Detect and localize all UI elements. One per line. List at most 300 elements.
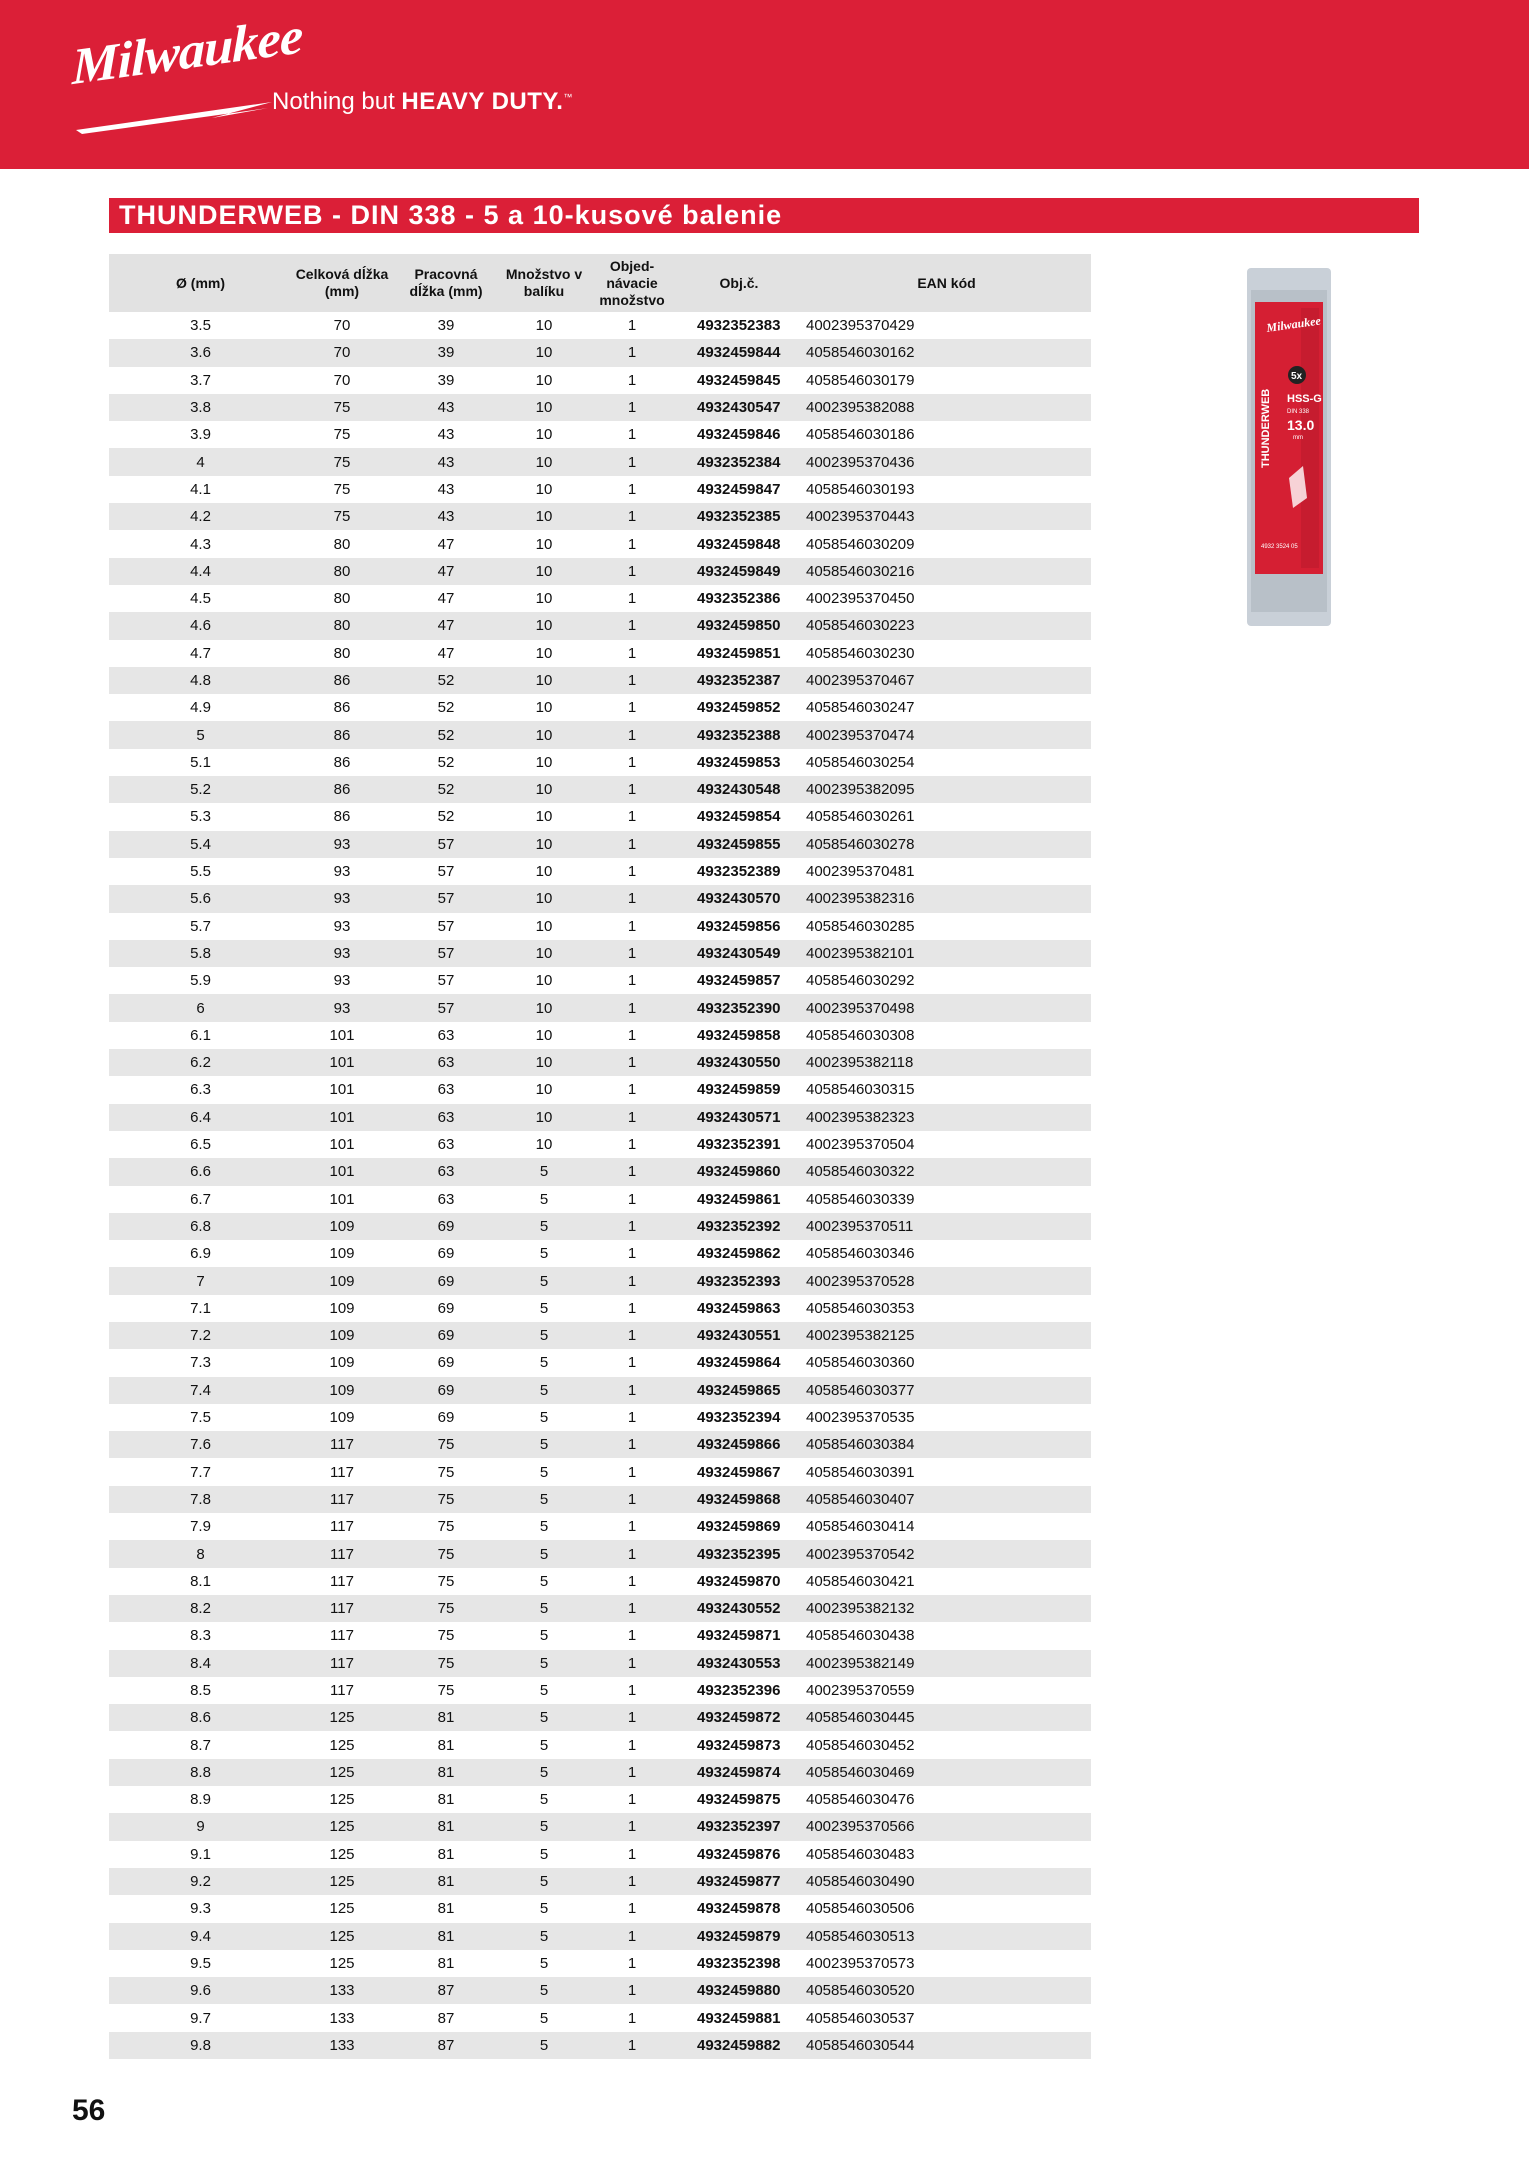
pack-qty-cell: 5 xyxy=(500,1977,588,2004)
table-row xyxy=(109,448,1091,475)
ean-cell: 4002395370504 xyxy=(806,1136,915,1154)
order-number-cell: 4932459855 xyxy=(676,831,802,858)
order-qty-cell: 1 xyxy=(588,885,676,912)
pack-qty-cell: 10 xyxy=(535,371,553,389)
table-row xyxy=(109,776,1091,803)
pack-qty-cell: 10 xyxy=(535,480,553,498)
ean-cell: 4058546030308 xyxy=(806,1026,915,1044)
total-length-cell: 133 xyxy=(292,2032,392,2059)
diameter-cell: 5.6 xyxy=(109,885,292,912)
total-length-cell: 125 xyxy=(329,1845,355,1863)
diameter-cell: 6.3 xyxy=(190,1081,211,1099)
working-length-cell: 81 xyxy=(437,1736,455,1754)
pack-qty-cell: 10 xyxy=(535,590,553,608)
pack-qty-cell: 5 xyxy=(500,1540,588,1567)
pack-qty-cell: 5 xyxy=(500,1759,588,1786)
order-number-cell: 4932352383 xyxy=(697,317,781,335)
order-qty-cell: 1 xyxy=(588,1704,676,1731)
order-qty-cell: 1 xyxy=(627,808,637,826)
order-number-cell: 4932459844 xyxy=(676,339,802,366)
table-row xyxy=(109,667,1091,694)
working-length-cell: 52 xyxy=(392,776,500,803)
pack-qty-cell: 10 xyxy=(535,1136,553,1154)
total-length-cell: 93 xyxy=(333,917,351,935)
diameter-cell: 7.3 xyxy=(190,1354,211,1372)
pack-qty-cell: 5 xyxy=(539,1627,549,1645)
column-header xyxy=(588,254,676,312)
diameter-cell: 8.3 xyxy=(190,1627,211,1645)
ean-cell: 4058546030377 xyxy=(802,1377,1091,1404)
pack-qty-cell: 10 xyxy=(500,940,588,967)
table-row xyxy=(109,1650,1091,1677)
pack-qty-cell: 10 xyxy=(500,503,588,530)
pack-qty-cell: 5 xyxy=(500,1322,588,1349)
total-length-cell: 86 xyxy=(292,721,392,748)
ean-cell: 4002395382316 xyxy=(802,885,1091,912)
order-qty-cell: 1 xyxy=(627,317,637,335)
diameter-cell: 9.8 xyxy=(109,2032,292,2059)
ean-cell: 4058546030469 xyxy=(802,1759,1091,1786)
total-length-cell: 125 xyxy=(292,1923,392,1950)
table-row xyxy=(109,721,1091,748)
table-row xyxy=(109,2004,1091,2031)
ean-cell: 4002395370573 xyxy=(806,1954,915,1972)
total-length-cell: 86 xyxy=(333,808,351,826)
pack-qty-cell: 5 xyxy=(539,1736,549,1754)
table-row xyxy=(109,967,1091,994)
order-number-cell: 4932459869 xyxy=(697,1518,781,1536)
pack-qty-cell: 5 xyxy=(500,1158,588,1185)
order-qty-cell: 1 xyxy=(588,1595,676,1622)
total-length-cell: 117 xyxy=(292,1650,392,1677)
order-qty-cell: 1 xyxy=(588,1923,676,1950)
pack-qty-cell: 5 xyxy=(500,1704,588,1731)
table-row xyxy=(109,1486,1091,1513)
ean-cell: 4058546030186 xyxy=(806,426,915,444)
working-length-cell: 39 xyxy=(437,371,455,389)
order-qty-cell: 1 xyxy=(588,612,676,639)
table-row xyxy=(109,1267,1091,1294)
order-qty-cell: 1 xyxy=(588,558,676,585)
working-length-cell: 81 xyxy=(437,1791,455,1809)
diameter-cell: 7.6 xyxy=(109,1431,292,1458)
pack-qty-cell: 10 xyxy=(535,535,553,553)
total-length-cell: 75 xyxy=(292,394,392,421)
ean-cell: 4002395370467 xyxy=(802,667,1091,694)
working-length-cell: 57 xyxy=(392,885,500,912)
pack-qty-cell: 5 xyxy=(500,1868,588,1895)
order-qty-cell: 1 xyxy=(627,699,637,717)
diameter-cell: 3.6 xyxy=(109,339,292,366)
working-length-cell: 81 xyxy=(437,1845,455,1863)
order-number-cell: 4932352384 xyxy=(676,448,802,475)
order-number-cell: 4932352392 xyxy=(676,1213,802,1240)
ean-cell: 4058546030483 xyxy=(806,1845,915,1863)
order-qty-cell: 1 xyxy=(588,1213,676,1240)
total-length-cell: 80 xyxy=(292,558,392,585)
ean-cell: 4058546030384 xyxy=(802,1431,1091,1458)
column-header xyxy=(676,254,802,312)
working-length-cell: 81 xyxy=(392,1868,500,1895)
order-number-cell: 4932459863 xyxy=(697,1299,781,1317)
diameter-cell: 9.7 xyxy=(190,2009,211,2027)
table-row xyxy=(109,1240,1091,1267)
working-length-cell: 63 xyxy=(437,1190,455,1208)
working-length-cell: 43 xyxy=(437,480,455,498)
ean-cell: 4002395370528 xyxy=(802,1267,1091,1294)
table-row xyxy=(109,1404,1091,1431)
table-row xyxy=(109,367,1091,394)
ean-cell: 4058546030391 xyxy=(806,1463,915,1481)
total-length-cell: 125 xyxy=(329,1736,355,1754)
ean-cell: 4058546030261 xyxy=(806,808,915,826)
pack-qty-cell: 5 xyxy=(500,1486,588,1513)
section-title-bar xyxy=(109,198,1419,233)
working-length-cell: 75 xyxy=(437,1463,455,1481)
diameter-cell: 7.5 xyxy=(190,1409,211,1427)
order-number-cell: 4932430549 xyxy=(676,940,802,967)
order-qty-cell: 1 xyxy=(588,1813,676,1840)
table-row xyxy=(109,1186,1091,1213)
order-qty-cell: 1 xyxy=(627,917,637,935)
order-number-cell: 4932459852 xyxy=(697,699,781,717)
product-image xyxy=(1245,268,1333,626)
total-length-cell: 93 xyxy=(292,831,392,858)
diameter-cell: 7.1 xyxy=(190,1299,211,1317)
pack-qty-cell: 10 xyxy=(500,831,588,858)
diameter-cell: 6.1 xyxy=(190,1026,211,1044)
ean-cell: 4058546030292 xyxy=(806,972,915,990)
total-length-cell: 117 xyxy=(330,1463,354,1481)
diameter-cell: 4.7 xyxy=(190,644,211,662)
diameter-cell: 3.5 xyxy=(190,317,211,335)
order-number-cell: 4932459862 xyxy=(697,1245,781,1263)
order-number-cell: 4932459850 xyxy=(676,612,802,639)
ean-cell: 4058546030216 xyxy=(802,558,1091,585)
ean-cell: 4002395382101 xyxy=(802,940,1091,967)
order-number-cell: 4932459882 xyxy=(676,2032,802,2059)
order-qty-cell: 1 xyxy=(627,1791,637,1809)
total-length-cell: 101 xyxy=(329,1190,355,1208)
column-header-line: dĺžka (mm) xyxy=(409,283,483,299)
working-length-cell: 52 xyxy=(392,721,500,748)
total-length-cell: 125 xyxy=(292,1704,392,1731)
order-number-cell: 4932459870 xyxy=(697,1572,781,1590)
diameter-cell: 3.8 xyxy=(109,394,292,421)
pack-qty-cell: 10 xyxy=(500,339,588,366)
total-length-cell: 117 xyxy=(330,1518,354,1536)
total-length-cell: 93 xyxy=(333,972,351,990)
order-qty-cell: 1 xyxy=(588,2032,676,2059)
diameter-cell: 5.3 xyxy=(190,808,211,826)
order-number-cell: 4932459845 xyxy=(697,371,781,389)
pack-qty-cell: 5 xyxy=(539,1354,549,1372)
diameter-cell: 4.5 xyxy=(190,590,211,608)
order-number-cell: 4932459854 xyxy=(697,808,781,826)
order-qty-cell: 1 xyxy=(627,590,637,608)
order-qty-cell: 1 xyxy=(588,1650,676,1677)
working-length-cell: 43 xyxy=(392,394,500,421)
diameter-cell: 9.1 xyxy=(190,1845,211,1863)
column-header xyxy=(109,254,292,312)
diameter-cell: 6.6 xyxy=(109,1158,292,1185)
diameter-cell: 6.8 xyxy=(109,1213,292,1240)
table-row xyxy=(109,1786,1091,1813)
total-length-cell: 133 xyxy=(292,1977,392,2004)
column-header-line: (mm) xyxy=(324,283,360,299)
table-row xyxy=(109,1158,1091,1185)
working-length-cell: 63 xyxy=(392,1104,500,1131)
order-qty-cell: 1 xyxy=(627,371,637,389)
pack-qty-cell: 5 xyxy=(500,1377,588,1404)
table-row xyxy=(109,2032,1091,2059)
pack-qty-cell: 10 xyxy=(535,1081,553,1099)
table-row xyxy=(109,1704,1091,1731)
order-qty-cell: 1 xyxy=(588,1049,676,1076)
total-length-cell: 101 xyxy=(329,1136,355,1154)
order-qty-cell: 1 xyxy=(627,972,637,990)
diameter-cell: 5.8 xyxy=(109,940,292,967)
order-number-cell: 4932430552 xyxy=(676,1595,802,1622)
ean-cell: 4002395382088 xyxy=(802,394,1091,421)
working-length-cell: 69 xyxy=(392,1322,500,1349)
order-number-cell: 4932459878 xyxy=(697,1900,781,1918)
order-number-cell: 4932352386 xyxy=(697,590,781,608)
pack-qty-cell: 10 xyxy=(500,667,588,694)
diameter-cell: 5.2 xyxy=(109,776,292,803)
ean-cell: 4058546030452 xyxy=(806,1736,915,1754)
order-number-cell: 4932430570 xyxy=(676,885,802,912)
pack-qty-cell: 5 xyxy=(539,1409,549,1427)
table-row xyxy=(109,394,1091,421)
diameter-cell: 8.6 xyxy=(109,1704,292,1731)
table-row xyxy=(109,1022,1091,1049)
table-row xyxy=(109,640,1091,667)
column-header-line: Objed- xyxy=(609,257,655,274)
working-length-cell: 47 xyxy=(392,612,500,639)
package-name: THUNDERWEB xyxy=(1260,388,1272,468)
order-qty-cell: 1 xyxy=(588,1431,676,1458)
ean-cell: 4058546030209 xyxy=(806,535,915,553)
ean-cell: 4002395382132 xyxy=(802,1595,1091,1622)
working-length-cell: 47 xyxy=(392,558,500,585)
working-length-cell: 87 xyxy=(437,2009,455,2027)
ean-cell: 4058546030490 xyxy=(802,1868,1091,1895)
column-header xyxy=(802,254,1091,312)
order-qty-cell: 1 xyxy=(627,1026,637,1044)
table-row xyxy=(109,585,1091,612)
order-qty-cell: 1 xyxy=(588,667,676,694)
package-material: HSS-G xyxy=(1287,393,1322,405)
column-header-line: Celková dĺžka xyxy=(295,266,389,282)
ean-cell: 4058546030193 xyxy=(806,480,915,498)
order-number-cell: 4932459876 xyxy=(697,1845,781,1863)
working-length-cell: 63 xyxy=(437,1136,455,1154)
diameter-cell: 9.6 xyxy=(109,1977,292,2004)
ean-cell: 4058546030322 xyxy=(802,1158,1091,1185)
table-row xyxy=(109,913,1091,940)
order-qty-cell: 1 xyxy=(588,940,676,967)
order-number-cell: 4932459853 xyxy=(697,753,781,771)
total-length-cell: 80 xyxy=(333,590,351,608)
diameter-cell: 3.7 xyxy=(190,371,211,389)
total-length-cell: 101 xyxy=(292,1158,392,1185)
order-qty-cell: 1 xyxy=(588,1267,676,1294)
diameter-cell: 5.1 xyxy=(190,753,211,771)
total-length-cell: 109 xyxy=(329,1354,355,1372)
table-row xyxy=(109,1568,1091,1595)
ean-cell: 4058546030278 xyxy=(802,831,1091,858)
table-row xyxy=(109,1923,1091,1950)
diameter-cell: 8.7 xyxy=(190,1736,211,1754)
working-length-cell: 52 xyxy=(437,808,455,826)
order-number-cell: 4932352389 xyxy=(697,863,781,881)
total-length-cell: 75 xyxy=(333,426,351,444)
working-length-cell: 75 xyxy=(392,1650,500,1677)
table-row xyxy=(109,530,1091,557)
working-length-cell: 81 xyxy=(392,1704,500,1731)
table-row xyxy=(109,1977,1091,2004)
working-length-cell: 69 xyxy=(437,1409,455,1427)
total-length-cell: 80 xyxy=(333,644,351,662)
diameter-cell: 4.6 xyxy=(109,612,292,639)
order-qty-cell: 1 xyxy=(627,1299,637,1317)
total-length-cell: 80 xyxy=(292,612,392,639)
diameter-cell: 7.9 xyxy=(190,1518,211,1536)
order-number-cell: 4932430571 xyxy=(676,1104,802,1131)
diameter-cell: 4.2 xyxy=(109,503,292,530)
diameter-cell: 6.5 xyxy=(190,1136,211,1154)
pack-qty-cell: 10 xyxy=(535,317,553,335)
working-length-cell: 75 xyxy=(437,1572,455,1590)
pack-qty-cell: 10 xyxy=(500,885,588,912)
order-qty-cell: 1 xyxy=(588,448,676,475)
working-length-cell: 52 xyxy=(437,753,455,771)
total-length-cell: 86 xyxy=(333,699,351,717)
order-number-cell: 4932352391 xyxy=(697,1136,781,1154)
pack-qty-cell: 5 xyxy=(539,1190,549,1208)
pack-qty-cell: 5 xyxy=(500,1650,588,1677)
total-length-cell: 93 xyxy=(292,994,392,1021)
ean-cell: 4058546030315 xyxy=(806,1081,915,1099)
pack-qty-cell: 10 xyxy=(500,448,588,475)
order-number-cell: 4932459866 xyxy=(676,1431,802,1458)
working-length-cell: 47 xyxy=(437,535,455,553)
ean-cell: 4058546030360 xyxy=(806,1354,915,1372)
product-table xyxy=(109,254,1091,2059)
diameter-cell: 4 xyxy=(109,448,292,475)
ean-cell: 4058546030162 xyxy=(802,339,1091,366)
working-length-cell: 75 xyxy=(437,1627,455,1645)
total-length-cell: 70 xyxy=(292,339,392,366)
diameter-cell: 8.9 xyxy=(190,1791,211,1809)
diameter-cell: 7.7 xyxy=(190,1463,211,1481)
pack-qty-cell: 10 xyxy=(500,558,588,585)
diameter-cell: 8.5 xyxy=(190,1681,211,1699)
order-number-cell: 4932459872 xyxy=(676,1704,802,1731)
table-row xyxy=(109,1458,1091,1485)
working-length-cell: 69 xyxy=(437,1354,455,1372)
total-length-cell: 101 xyxy=(329,1081,355,1099)
pack-qty-cell: 10 xyxy=(535,972,553,990)
pack-qty-cell: 10 xyxy=(535,863,553,881)
diameter-cell: 4.9 xyxy=(190,699,211,717)
pack-qty-cell: 10 xyxy=(535,644,553,662)
column-header-line: EAN kód xyxy=(917,274,976,291)
working-length-cell: 52 xyxy=(392,667,500,694)
column-header-line: balíku xyxy=(523,283,565,299)
table-row xyxy=(109,831,1091,858)
total-length-cell: 75 xyxy=(292,503,392,530)
working-length-cell: 87 xyxy=(392,1977,500,2004)
milwaukee-logo: Milwaukee xyxy=(72,38,300,97)
ean-cell: 4058546030537 xyxy=(806,2009,915,2027)
ean-cell: 4058546030230 xyxy=(806,644,915,662)
order-number-cell: 4932352396 xyxy=(697,1681,781,1699)
diameter-cell: 7.2 xyxy=(109,1322,292,1349)
order-qty-cell: 1 xyxy=(627,1900,637,1918)
ean-cell: 4002395382095 xyxy=(802,776,1091,803)
table-row xyxy=(109,1841,1091,1868)
section-title: THUNDERWEB - DIN 338 - 5 a 10-kusové balenie xyxy=(119,200,783,230)
table-row xyxy=(109,1104,1091,1131)
total-length-cell: 70 xyxy=(333,317,351,335)
pack-qty-cell: 10 xyxy=(535,753,553,771)
table-row xyxy=(109,612,1091,639)
working-length-cell: 57 xyxy=(392,994,500,1021)
total-length-cell: 117 xyxy=(292,1540,392,1567)
logo-swoosh-icon xyxy=(72,94,282,134)
order-qty-cell: 1 xyxy=(627,644,637,662)
pack-qty-cell: 5 xyxy=(500,1213,588,1240)
ean-cell: 4002395370443 xyxy=(802,503,1091,530)
total-length-cell: 93 xyxy=(333,863,351,881)
table-row xyxy=(109,1295,1091,1322)
table-row xyxy=(109,421,1091,448)
table-row xyxy=(109,312,1091,339)
total-length-cell: 125 xyxy=(292,1759,392,1786)
pack-qty-cell: 10 xyxy=(500,721,588,748)
order-number-cell: 4932459871 xyxy=(697,1627,781,1645)
pack-qty-cell: 5 xyxy=(539,1463,549,1481)
total-length-cell: 101 xyxy=(292,1049,392,1076)
working-length-cell: 39 xyxy=(392,339,500,366)
order-number-cell: 4932459858 xyxy=(697,1026,781,1044)
order-number-cell: 4932459865 xyxy=(676,1377,802,1404)
column-header-line: návacie xyxy=(606,274,658,291)
working-length-cell: 81 xyxy=(392,1813,500,1840)
order-number-cell: 4932459873 xyxy=(697,1736,781,1754)
order-qty-cell: 1 xyxy=(588,1486,676,1513)
ean-cell: 4002395370511 xyxy=(802,1213,1091,1240)
total-length-cell: 101 xyxy=(292,1104,392,1131)
table-row xyxy=(109,858,1091,885)
table-row xyxy=(109,503,1091,530)
package-unit: mm xyxy=(1293,435,1303,441)
working-length-cell: 81 xyxy=(437,1900,455,1918)
total-length-cell: 109 xyxy=(329,1409,355,1427)
table-row xyxy=(109,994,1091,1021)
working-length-cell: 69 xyxy=(392,1377,500,1404)
ean-cell: 4058546030421 xyxy=(806,1572,915,1590)
order-qty-cell: 1 xyxy=(627,1954,637,1972)
total-length-cell: 86 xyxy=(333,753,351,771)
ean-cell: 4002395370542 xyxy=(802,1540,1091,1567)
order-qty-cell: 1 xyxy=(588,503,676,530)
ean-cell: 4002395370498 xyxy=(802,994,1091,1021)
order-number-cell: 4932352395 xyxy=(676,1540,802,1567)
order-qty-cell: 1 xyxy=(627,753,637,771)
